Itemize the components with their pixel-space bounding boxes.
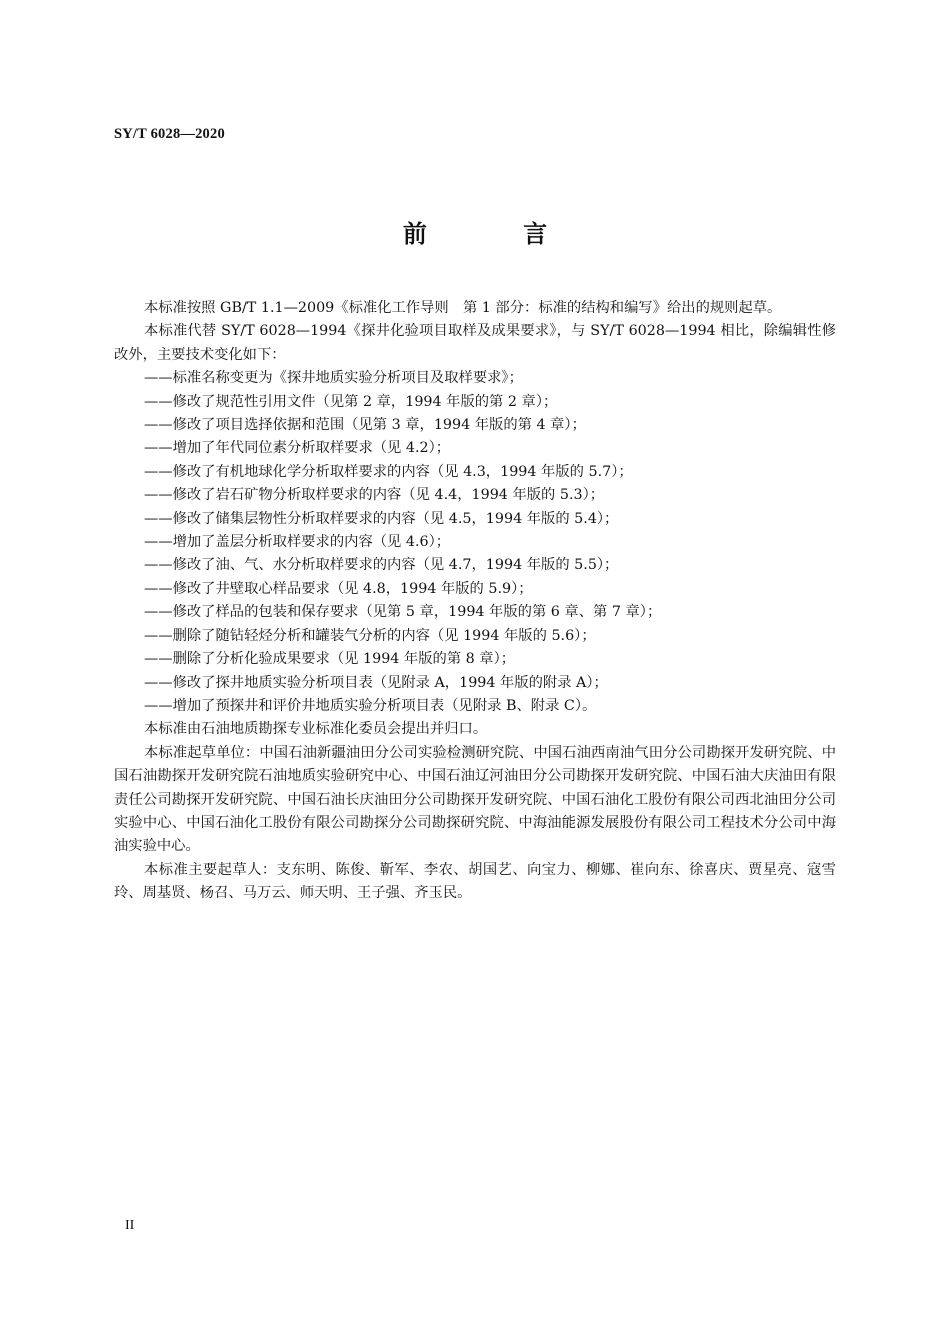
list-item: ——增加了盖层分析取样要求的内容（见 4.6）； [144, 534, 451, 551]
foreword-body [114, 297, 836, 906]
list-item: ——修改了项目选择依据和范围（见第 3 章，1994 年版的第 4 章）； [144, 417, 586, 434]
list-item: ——修改了岩石矿物分析取样要求的内容（见 4.4，1994 年版的 5.3）； [144, 487, 605, 504]
intro-paragraph: 本标准代替 SY/T 6028—1994《探井化验项目取样及成果要求》，与 SY/T 6028—1994 相比，除编辑性修改外，主要技术变化如下： [114, 323, 836, 363]
list-item: ——修改了规范性引用文件（见第 2 章，1994 年版的第 2 章）； [144, 393, 558, 410]
list-item: ——修改了储集层物性分析取样要求的内容（见 4.5，1994 年版的 5.4）； [144, 510, 619, 527]
drafters-paragraph: 本标准主要起草人：支东明、陈俊、靳军、李农、胡国艺、向宝力、柳娜、崔向东、徐喜庆、贾星亮、寇雪玲、周基贤、杨召、马万云、师天明、王子强、齐玉民。 [114, 861, 836, 902]
standard-code: SY/T 6028—2020 [114, 126, 225, 142]
list-item: ——修改了有机地球化学分析取样要求的内容（见 4.3，1994 年版的 5.7）； [144, 463, 633, 480]
intro-paragraph: 本标准按照 GB/T 1.1—2009《标准化工作导则 第 1 部分：标准的结构和编写》给出的规则起草。 [144, 300, 782, 316]
list-item: ——标准名称变更为《探井地质实验分析项目及取样要求》； [144, 370, 523, 387]
list-item: ——修改了探井地质实验分析项目表（见附录 A，1994 年版的附录 A）； [144, 674, 608, 691]
list-item: ——删除了随钻轻烃分析和罐装气分析的内容（见 1994 年版的 5.6）； [144, 627, 596, 644]
list-item: ——删除了分析化验成果要求（见 1994 年版的第 8 章）； [144, 651, 516, 668]
list-item: ——修改了井壁取心样品要求（见 4.8，1994 年版的 5.9）； [144, 580, 533, 597]
proposal-paragraph: 本标准由石油地质勘探专业标准化委员会提出并归口。 [144, 721, 488, 738]
list-item: ——增加了预探井和评价井地质实验分析项目表（见附录 B、附录 C）。 [144, 697, 597, 714]
list-item: ——增加了年代同位素分析取样要求（见 4.2）； [144, 440, 451, 457]
changes-list [114, 367, 836, 718]
list-item: ——修改了油、气、水分析取样要求的内容（见 4.7，1994 年版的 5.5）； [144, 557, 619, 574]
list-item: ——修改了样品的包装和保存要求（见第 5 章，1994 年版的第 6 章、第 7 章）； [144, 604, 662, 621]
page-title: 前 言 [402, 220, 592, 248]
drafting-units-paragraph: 本标准起草单位：中国石油新疆油田分公司实验检测研究院、中国石油西南油气田分公司勘探开发研究院、中国石油勘探开发研究院石油地质实验研究中心、中国石油辽河油田分公司勘探开发研究院、中国石油大庆油田有限责任公司勘探开发研究院、中国石油长庆油田分公司勘探开发研究院、中国石油化工股份有限公司西北油田分公司实验中心、中国石油化工股份有限公司勘探分公司勘探研究院、中海油能源发展股份有限公司工程技术分公司中海油实验中心。 [114, 744, 836, 855]
page-number: II [125, 1218, 135, 1233]
